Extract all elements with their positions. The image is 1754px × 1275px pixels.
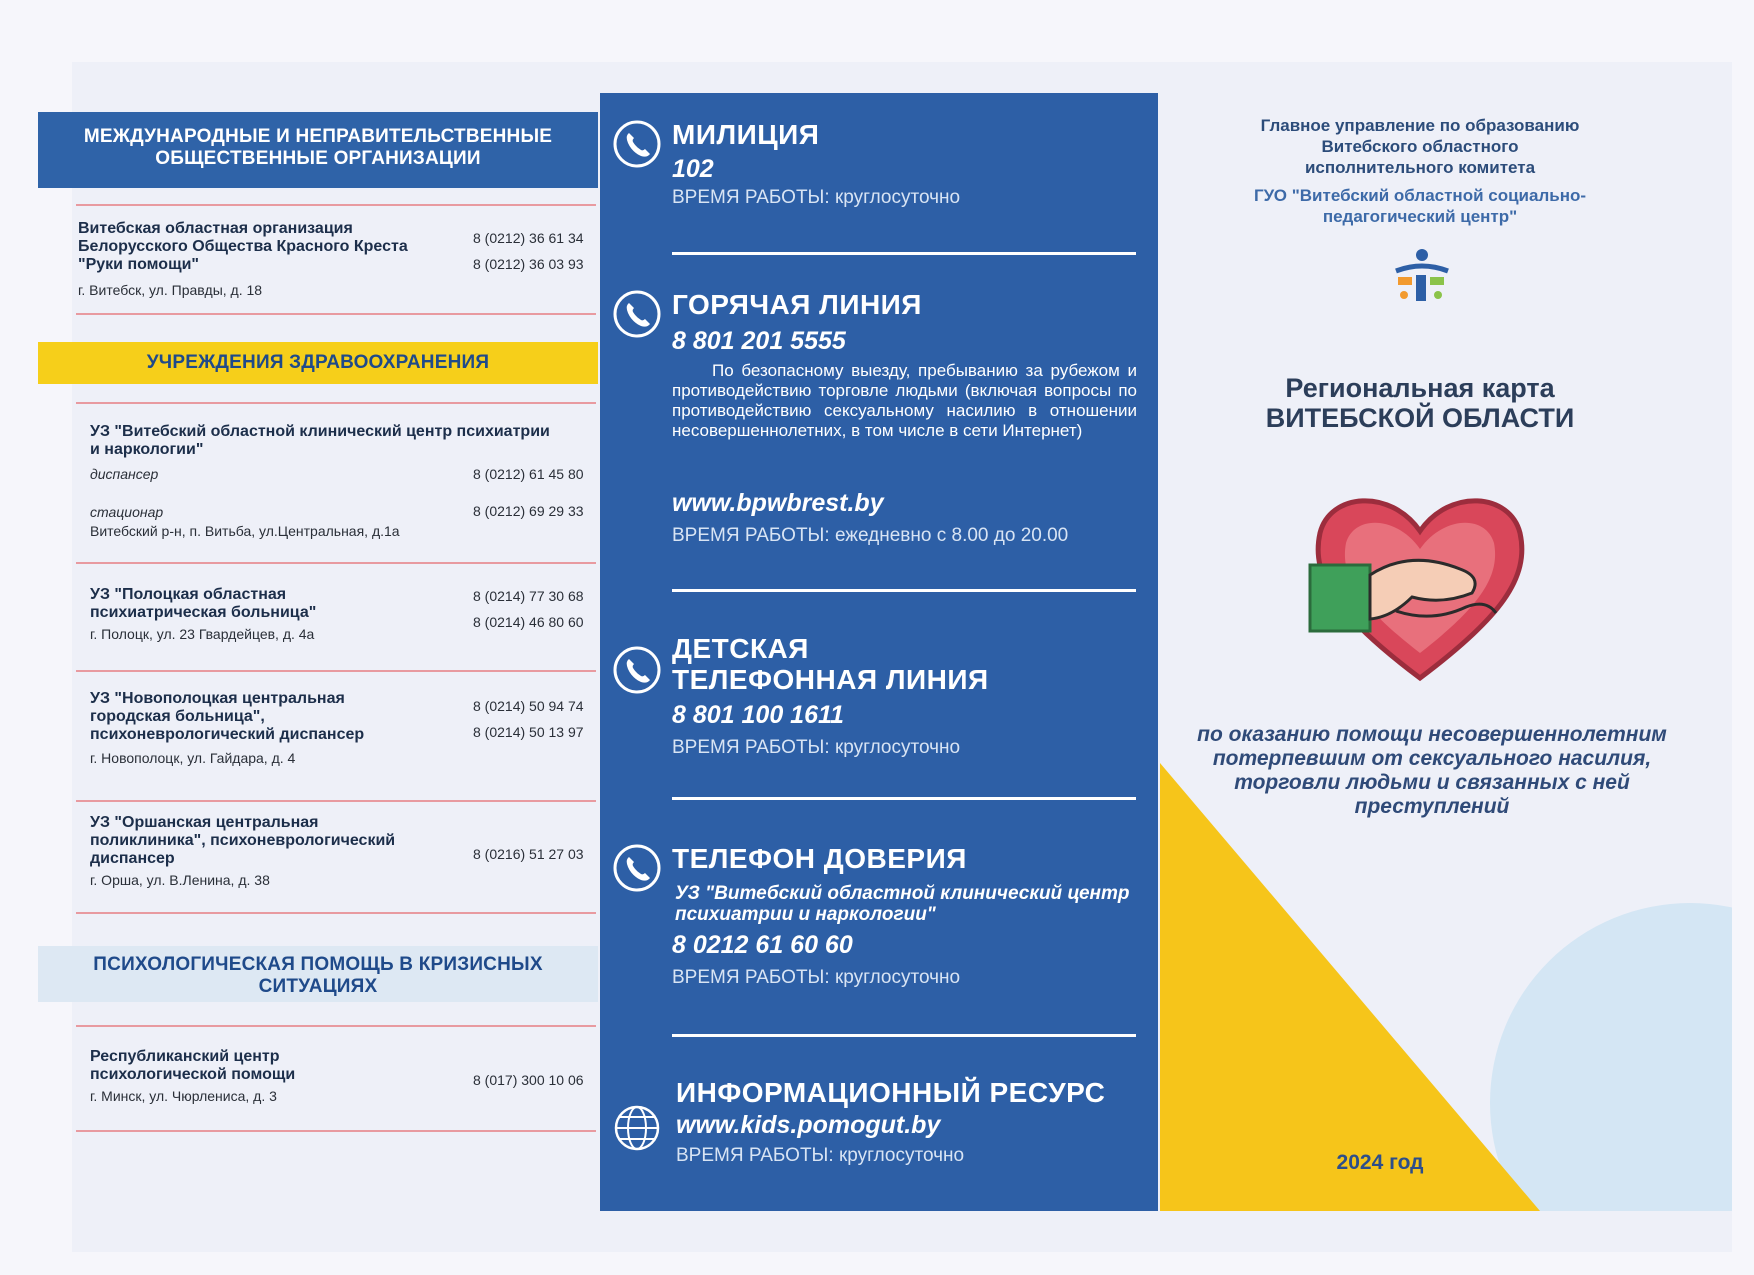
divider [76, 800, 596, 802]
section-header-ngo: МЕЖДУНАРОДНЫЕ И НЕПРАВИТЕЛЬСТВЕННЫЕ ОБЩЕСТВЕННЫЕ ОРГАНИЗАЦИИ [38, 112, 598, 188]
issuer [1160, 115, 1680, 178]
center-line: ГУО "Витебский областной социально- [1253, 186, 1587, 205]
divider [76, 1025, 596, 1027]
hotline-hours: ВРЕМЯ РАБОТЫ: ежедневно с 8.00 до 20.00 [672, 525, 1069, 546]
issuer-line: Главное управление по образованию [1260, 116, 1580, 135]
left-panel [38, 112, 598, 1162]
org-name: УЗ "Оршанская центральная поликлиника", психоневрологический диспансер [90, 814, 396, 867]
title-line: ВИТЕБСКОЙ ОБЛАСТИ [1265, 403, 1575, 433]
children-line-title: ТЕЛЕФОННАЯ ЛИНИЯ [672, 664, 989, 695]
hotline-description: По безопасному выезду, пребыванию за рубежом и противодействию торговле людьми (включая вопросы по противодействию сексуальному насилию в отношении несовершеннолетних, в том числе в сети Интернет) [672, 361, 1137, 440]
separator [672, 252, 1136, 255]
org-address: г. Полоцк, ул. 23 Гвардейцев, д. 4а [90, 626, 315, 642]
hotline-website[interactable]: www.bpwbrest.by [672, 489, 884, 517]
trust-phone-hours: ВРЕМЯ РАБОТЫ: круглосуточно [672, 967, 961, 988]
heart-hands-illustration [1300, 483, 1540, 693]
org-name: Витебская областная организация Белорусского Общества Красного Креста "Руки помощи" [78, 220, 408, 273]
center-line: педагогический центр" [1322, 207, 1518, 226]
cover-panel [1160, 93, 1732, 1211]
trust-phone-number: 8 0212 61 60 60 [672, 931, 853, 959]
yellow-triangle [1160, 763, 1540, 1211]
org-phone: 8 (0212) 36 61 34 [473, 230, 584, 246]
org-phone: 8 (0216) 51 27 03 [473, 846, 584, 862]
org-address: г. Витебск, ул. Правды, д. 18 [78, 282, 263, 298]
phone-icon [612, 119, 662, 169]
section-header-health: УЧРЕЖДЕНИЯ ЗДРАВООХРАНЕНИЯ [38, 342, 598, 384]
center-name [1160, 185, 1680, 227]
trust-phone-org: УЗ "Витебский областной клинический центр психиатрии и наркологии" [675, 883, 1130, 925]
title-line: Региональная карта [1285, 373, 1555, 403]
divider [76, 912, 596, 914]
militia-number: 102 [672, 155, 714, 183]
info-resource-title: ИНФОРМАЦИОННЫЙ РЕСУРС [676, 1077, 1106, 1108]
background-circle [1490, 903, 1732, 1211]
org-name: Республиканский центр психологической помощи [90, 1048, 296, 1083]
org-phone: 8 (0212) 61 45 80 [473, 466, 584, 482]
org-name: УЗ "Новополоцкая центральная городская больница", психоневрологический диспансер [90, 690, 365, 743]
hotline-number: 8 801 201 5555 [672, 327, 846, 355]
divider [76, 313, 596, 315]
phone-icon [612, 645, 662, 695]
separator [672, 797, 1136, 800]
center-logo [1386, 243, 1456, 313]
divider [76, 1130, 596, 1132]
divider [76, 670, 596, 672]
phone-icon [612, 843, 662, 893]
hotline-title: ГОРЯЧАЯ ЛИНИЯ [672, 289, 922, 320]
purpose-text: по оказанию помощи несовершеннолетним потерпевшим от сексуального насилия, торговли людьми и связанных с ней преступлений [1197, 723, 1667, 818]
divider [76, 402, 596, 404]
militia-title: МИЛИЦИЯ [672, 119, 820, 150]
separator [672, 1034, 1136, 1037]
issuer-line: исполнительного комитета [1304, 158, 1536, 177]
militia-hours: ВРЕМЯ РАБОТЫ: круглосуточно [672, 187, 961, 208]
info-resource-website[interactable]: www.kids.pomogut.by [676, 1111, 941, 1139]
divider [76, 562, 596, 564]
org-sub-label: стационар [90, 504, 164, 520]
children-line-hours: ВРЕМЯ РАБОТЫ: круглосуточно [672, 737, 961, 758]
org-address: г. Орша, ул. В.Ленина, д. 38 [90, 872, 270, 888]
phone-icon [612, 289, 662, 339]
org-name: УЗ "Полоцкая областная психиатрическая больница" [90, 586, 317, 621]
org-phone: 8 (017) 300 10 06 [473, 1072, 584, 1088]
children-line-title: ДЕТСКАЯ [672, 633, 809, 664]
divider [76, 204, 596, 206]
org-phone: 8 (0214) 77 30 68 [473, 588, 584, 604]
org-phone: 8 (0212) 69 29 33 [473, 503, 584, 519]
separator [672, 589, 1136, 592]
info-resource-hours: ВРЕМЯ РАБОТЫ: круглосуточно [676, 1145, 965, 1166]
year-label: 2024 год [1336, 1151, 1424, 1174]
main-title [1160, 373, 1680, 433]
org-sub-label: диспансер [90, 466, 159, 482]
globe-icon [612, 1103, 662, 1153]
section-header-psych: ПСИХОЛОГИЧЕСКАЯ ПОМОЩЬ В КРИЗИСНЫХ СИТУАЦИЯХ [38, 946, 598, 1002]
org-address: г. Минск, ул. Чюрлениса, д. 3 [90, 1088, 277, 1104]
hotlines-panel [600, 93, 1158, 1211]
org-phone: 8 (0214) 50 13 97 [473, 724, 584, 740]
children-line-number: 8 801 100 1611 [672, 701, 844, 729]
issuer-line: Витебского областного [1321, 137, 1519, 156]
trust-phone-title: ТЕЛЕФОН ДОВЕРИЯ [672, 843, 967, 874]
org-phone: 8 (0214) 50 94 74 [473, 698, 584, 714]
org-phone: 8 (0212) 36 03 93 [473, 256, 584, 272]
org-address: Витебский р-н, п. Витьба, ул.Центральная, д.1а [90, 523, 400, 539]
org-address: г. Новополоцк, ул. Гайдара, д. 4 [90, 750, 296, 766]
org-phone: 8 (0214) 46 80 60 [473, 614, 584, 630]
org-name: УЗ "Витебский областной клинический центр психиатрии и наркологии" [90, 423, 550, 458]
